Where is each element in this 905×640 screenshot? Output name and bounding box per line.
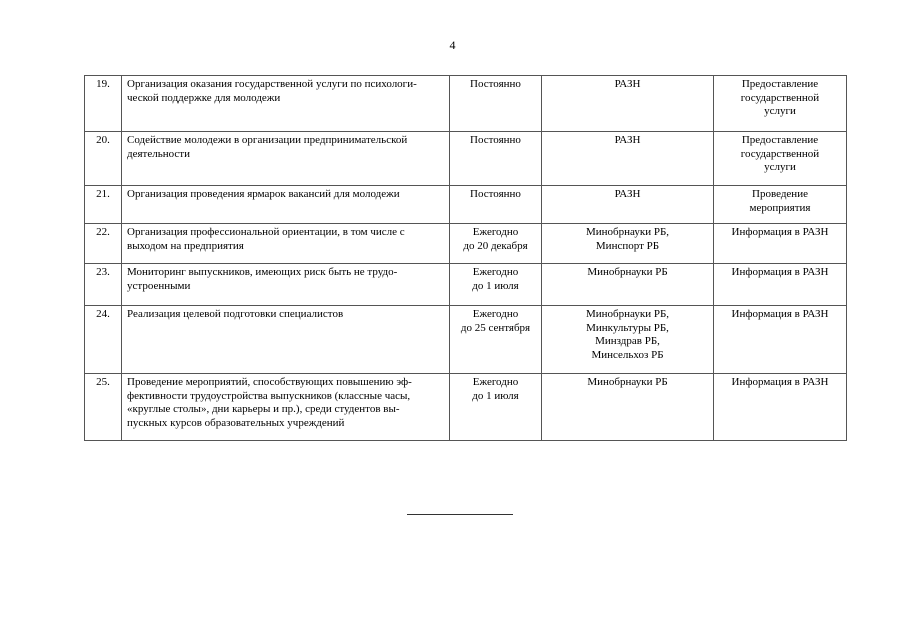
executor-line: Минспорт РБ — [595, 239, 660, 252]
executor-line: Минздрав РБ, — [595, 335, 660, 347]
activity-description-cell — [122, 76, 450, 132]
executor-line: РАЗН — [614, 78, 641, 90]
activity-description-line: пускных курсов образовательных учреждений — [127, 416, 345, 429]
activity-description-cell — [122, 374, 450, 441]
deadline-line: Ежегодно — [472, 226, 519, 238]
activity-description-line: Проведение мероприятий, способствующих повышению эф- — [127, 376, 412, 388]
executor-line: РАЗН — [614, 188, 641, 200]
deadline-cell — [450, 306, 542, 374]
row-number-cell: 21. — [85, 186, 122, 224]
deadline-line: до 20 декабря — [463, 239, 528, 252]
activity-description-line: Организация профессиональной ориентации, в том числе с — [127, 226, 405, 238]
row-number-cell: 25. — [85, 374, 122, 441]
executor-line: Минкультуры РБ, — [586, 321, 669, 334]
executor-cell — [542, 264, 714, 306]
completion-form-line: государственной — [740, 147, 820, 160]
deadline-cell — [450, 224, 542, 264]
row-number-cell: 19. — [85, 76, 122, 132]
activity-description-line: Организация проведения ярмарок вакансий для молодежи — [127, 188, 400, 200]
deadline-line: Постоянно — [470, 134, 521, 146]
deadline-line: до 25 сентября — [460, 321, 531, 334]
activity-description-line: Содействие молодежи в организации предпринимательской — [127, 134, 408, 146]
completion-form-cell — [714, 186, 847, 224]
executor-line: Минобрнауки РБ, — [585, 226, 670, 238]
deadline-cell — [450, 186, 542, 224]
executor-cell — [542, 224, 714, 264]
activity-description-line: ческой поддержке для молодежи — [127, 91, 281, 104]
activity-description-cell — [122, 224, 450, 264]
completion-form-line: Информация в РАЗН — [731, 226, 829, 238]
activity-description-cell — [122, 132, 450, 186]
completion-form-cell — [714, 76, 847, 132]
table-row — [85, 224, 847, 264]
deadline-cell — [450, 132, 542, 186]
executor-line: Минобрнауки РБ — [587, 266, 668, 278]
completion-form-line: Информация в РАЗН — [731, 308, 829, 320]
executor-line: Минобрнауки РБ — [587, 376, 668, 388]
activity-description-line: деятельности — [127, 147, 190, 160]
completion-form-line: мероприятия — [749, 201, 811, 214]
deadline-line: Постоянно — [470, 188, 521, 200]
deadline-line: до 1 июля — [472, 279, 519, 292]
table-row — [85, 306, 847, 374]
activity-description-line: «круглые столы», дни карьеры и пр.), среди студентов вы- — [127, 403, 400, 415]
row-number-cell: 23. — [85, 264, 122, 306]
activity-description-line: выходом на предприятия — [127, 239, 244, 252]
table-row — [85, 264, 847, 306]
activity-description-line: Реализация целевой подготовки специалистов — [127, 308, 344, 320]
completion-form-cell — [714, 264, 847, 306]
completion-form-cell — [714, 132, 847, 186]
table-row — [85, 76, 847, 132]
activity-description-line: Организация оказания государственной услуги по психологи- — [127, 78, 417, 90]
executor-cell — [542, 186, 714, 224]
activity-description-line: фективности трудоустройства выпускников (классные часы, — [127, 389, 411, 402]
activity-description-line: устроенными — [127, 279, 191, 292]
deadline-line: до 1 июля — [472, 389, 519, 402]
completion-form-line: Предоставление — [741, 78, 819, 90]
executor-line: Минсельхоз РБ — [591, 348, 664, 361]
completion-form-line: Информация в РАЗН — [731, 376, 829, 388]
executor-cell — [542, 132, 714, 186]
completion-form-line: Информация в РАЗН — [731, 266, 829, 278]
completion-form-line: государственной — [740, 91, 820, 104]
completion-form-line: услуги — [764, 161, 796, 173]
executor-cell — [542, 374, 714, 441]
executor-line: РАЗН — [614, 134, 641, 146]
activity-description-cell — [122, 264, 450, 306]
action-plan-table — [84, 75, 847, 441]
completion-form-cell — [714, 224, 847, 264]
deadline-line: Ежегодно — [472, 308, 519, 320]
deadline-cell — [450, 76, 542, 132]
executor-cell — [542, 76, 714, 132]
completion-form-line: услуги — [764, 105, 796, 117]
table-row — [85, 132, 847, 186]
deadline-cell — [450, 374, 542, 441]
completion-form-cell — [714, 306, 847, 374]
executor-line: Минобрнауки РБ, — [585, 308, 670, 320]
deadline-line: Ежегодно — [472, 376, 519, 388]
activity-description-line: Мониторинг выпускников, имеющих риск быть не трудо- — [127, 266, 398, 278]
table-row — [85, 186, 847, 224]
completion-form-cell — [714, 374, 847, 441]
activity-description-cell — [122, 186, 450, 224]
closing-line-divider — [407, 514, 513, 515]
page-number: 4 — [449, 38, 456, 52]
deadline-cell — [450, 264, 542, 306]
row-number-cell: 24. — [85, 306, 122, 374]
row-number-cell: 20. — [85, 132, 122, 186]
deadline-line: Постоянно — [470, 78, 521, 90]
completion-form-line: Предоставление — [741, 134, 819, 146]
activity-description-cell — [122, 306, 450, 374]
deadline-line: Ежегодно — [472, 266, 519, 278]
row-number-cell: 22. — [85, 224, 122, 264]
table-row — [85, 374, 847, 441]
completion-form-line: Проведение — [752, 188, 808, 200]
executor-cell — [542, 306, 714, 374]
